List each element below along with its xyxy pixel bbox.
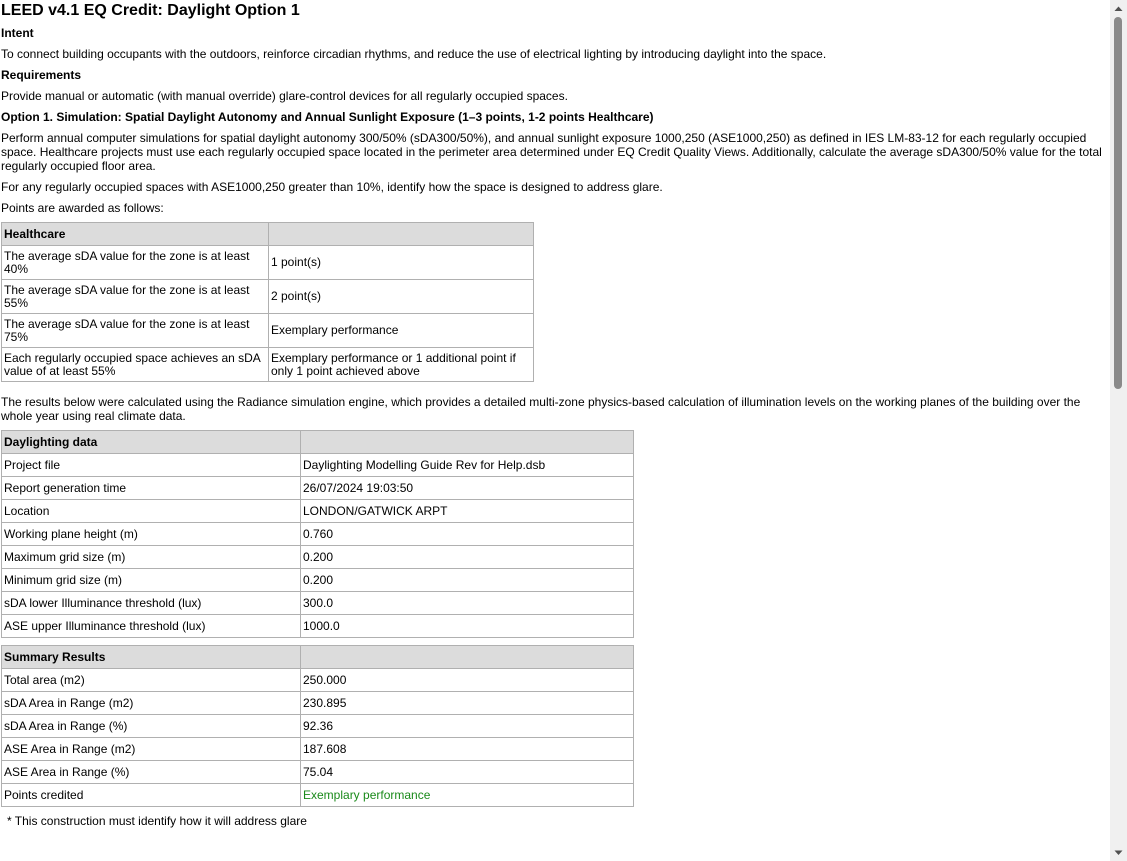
- value-cell: LONDON/GATWICK ARPT: [301, 500, 634, 523]
- table-row: [2, 592, 634, 615]
- table-header-row: [2, 646, 634, 669]
- label-cell: Working plane height (m): [2, 523, 301, 546]
- value-cell: 0.200: [301, 546, 634, 569]
- table-header-row: [2, 431, 634, 454]
- healthcare-header: Healthcare: [2, 223, 269, 246]
- table-row: [2, 738, 634, 761]
- vertical-scrollbar[interactable]: [1110, 0, 1127, 861]
- value-cell: 26/07/2024 19:03:50: [301, 477, 634, 500]
- option1-paragraph-1: Perform annual computer simulations for spatial daylight autonomy 300/50% (sDA300/50%), and annual sunlight exposure 1000,250 (ASE1000,250) as defined in IES LM-83-12 for each regularly occupied space. Healthcare projects must use each regularly occupied space located in the perimeter area determined under EQ Credit Quality Views. Additionally, calculate the average sDA300/50% value for the total regularly occupied floor area.: [1, 131, 1102, 173]
- label-cell: ASE upper Illuminance threshold (lux): [2, 615, 301, 638]
- daylighting-header-blank: [301, 431, 634, 454]
- summary-header-blank: [301, 646, 634, 669]
- table-header-row: [2, 223, 534, 246]
- healthcare-header-blank: [269, 223, 534, 246]
- table-row: [2, 569, 634, 592]
- label-cell: sDA lower Illuminance threshold (lux): [2, 592, 301, 615]
- summary-header: Summary Results: [2, 646, 301, 669]
- table-row: [2, 314, 534, 348]
- label-cell: Total area (m2): [2, 669, 301, 692]
- table-row: [2, 454, 634, 477]
- value-cell: 0.760: [301, 523, 634, 546]
- chevron-up-icon: [1110, 0, 1127, 17]
- requirements-text: Provide manual or automatic (with manual override) glare-control devices for all regularly occupied spaces.: [1, 89, 568, 103]
- table-row: [2, 477, 634, 500]
- table-row: [2, 546, 634, 569]
- label-cell: Location: [2, 500, 301, 523]
- scroll-down-button[interactable]: [1110, 844, 1127, 861]
- table-row: [2, 692, 634, 715]
- points-cell: Exemplary performance: [269, 314, 534, 348]
- label-cell: Maximum grid size (m): [2, 546, 301, 569]
- value-cell: Daylighting Modelling Guide Rev for Help.dsb: [301, 454, 634, 477]
- summary-results-table: [1, 645, 634, 807]
- value-cell: 250.000: [301, 669, 634, 692]
- points-cell: 2 point(s): [269, 280, 534, 314]
- value-cell: 1000.0: [301, 615, 634, 638]
- table-row: [2, 246, 534, 280]
- chevron-down-icon: [1110, 844, 1127, 861]
- points-cell: Exemplary performance or 1 additional point if only 1 point achieved above: [269, 348, 534, 382]
- points-credited-value: Exemplary performance: [301, 784, 634, 807]
- intent-text: To connect building occupants with the outdoors, reinforce circadian rhythms, and reduce the use of electrical lighting by introducing daylight into the space.: [1, 47, 827, 61]
- page-title: LEED v4.1 EQ Credit: Daylight Option 1: [1, 2, 300, 19]
- option1-paragraph-3: Points are awarded as follows:: [1, 201, 164, 215]
- value-cell: 230.895: [301, 692, 634, 715]
- label-cell: sDA Area in Range (%): [2, 715, 301, 738]
- label-cell: sDA Area in Range (m2): [2, 692, 301, 715]
- requirements-heading: Requirements: [1, 68, 82, 82]
- criterion-cell: Each regularly occupied space achieves an sDA value of at least 55%: [2, 348, 269, 382]
- table-row: [2, 500, 634, 523]
- label-cell: Minimum grid size (m): [2, 569, 301, 592]
- option1-paragraph-2: For any regularly occupied spaces with ASE1000,250 greater than 10%, identify how the space is designed to address glare.: [1, 180, 663, 194]
- table-row: [2, 280, 534, 314]
- daylighting-header: Daylighting data: [2, 431, 301, 454]
- label-cell: Points credited: [2, 784, 301, 807]
- value-cell: 0.200: [301, 569, 634, 592]
- table-row: [2, 615, 634, 638]
- option1-heading: Option 1. Simulation: Spatial Daylight Autonomy and Annual Sunlight Exposure (1–3 points, 1-2 points Healthcare): [1, 110, 654, 124]
- intent-heading: Intent: [1, 26, 34, 40]
- table-row: [2, 348, 534, 382]
- results-description: The results below were calculated using the Radiance simulation engine, which provides a detailed multi-zone physics-based calculation of illumination levels on the working planes of the building over the whole year using real climate data.: [1, 395, 1081, 423]
- criterion-cell: The average sDA value for the zone is at least 40%: [2, 246, 269, 280]
- table-row: [2, 523, 634, 546]
- value-cell: 300.0: [301, 592, 634, 615]
- value-cell: 75.04: [301, 761, 634, 784]
- criterion-cell: The average sDA value for the zone is at least 55%: [2, 280, 269, 314]
- value-cell: 187.608: [301, 738, 634, 761]
- value-cell: 92.36: [301, 715, 634, 738]
- label-cell: ASE Area in Range (%): [2, 761, 301, 784]
- points-cell: 1 point(s): [269, 246, 534, 280]
- table-row: [2, 761, 634, 784]
- scrollbar-thumb[interactable]: [1114, 17, 1122, 389]
- label-cell: Project file: [2, 454, 301, 477]
- scroll-up-button[interactable]: [1110, 0, 1127, 17]
- daylighting-data-table: [1, 430, 634, 638]
- table-row: [2, 715, 634, 738]
- table-row: [2, 669, 634, 692]
- table-row: [2, 784, 634, 807]
- healthcare-points-table: [1, 222, 534, 382]
- label-cell: ASE Area in Range (m2): [2, 738, 301, 761]
- glare-footnote: * This construction must identify how it will address glare: [7, 814, 307, 828]
- criterion-cell: The average sDA value for the zone is at least 75%: [2, 314, 269, 348]
- label-cell: Report generation time: [2, 477, 301, 500]
